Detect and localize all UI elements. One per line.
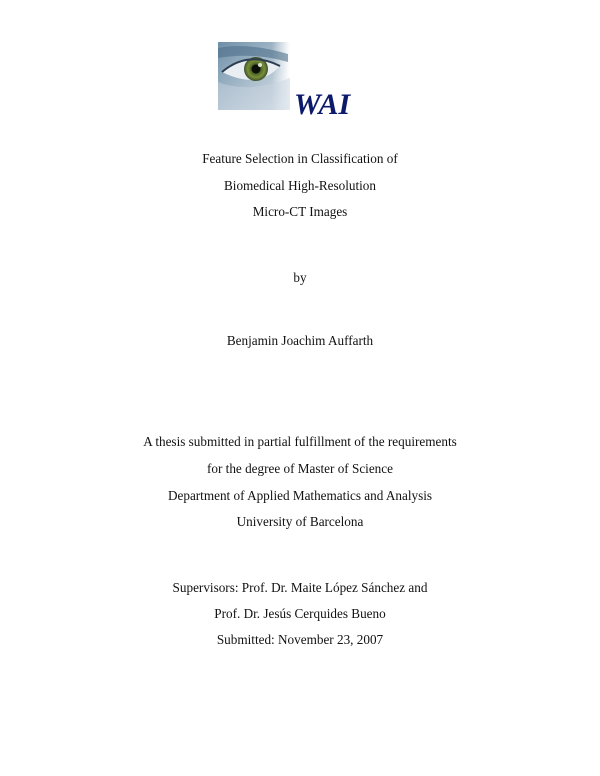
degree-line: A thesis submitted in partial fulfillment of the requirements <box>143 434 457 449</box>
title-line: Biomedical High-Resolution <box>223 178 376 193</box>
supervisors-line: Prof. Dr. Jesús Cerquides Bueno <box>214 606 386 621</box>
author-name: Benjamin Joachim Auffarth <box>226 333 374 348</box>
by-label: by <box>293 270 307 285</box>
title-line: Micro-CT Images <box>252 204 348 219</box>
supervisors-line: Supervisors: Prof. Dr. Maite López Sánchez and <box>172 580 428 595</box>
logo-text: WAI <box>294 88 351 120</box>
department-line: Department of Applied Mathematics and Analysis <box>167 488 433 503</box>
submission-date: Submitted: November 23, 2007 <box>216 632 384 647</box>
university-line: University of Barcelona <box>236 514 364 529</box>
eye-logo-icon <box>218 42 358 120</box>
wai-logo <box>218 42 358 120</box>
degree-line: for the degree of Master of Science <box>206 461 393 476</box>
title-line: Feature Selection in Classification of <box>202 151 398 166</box>
